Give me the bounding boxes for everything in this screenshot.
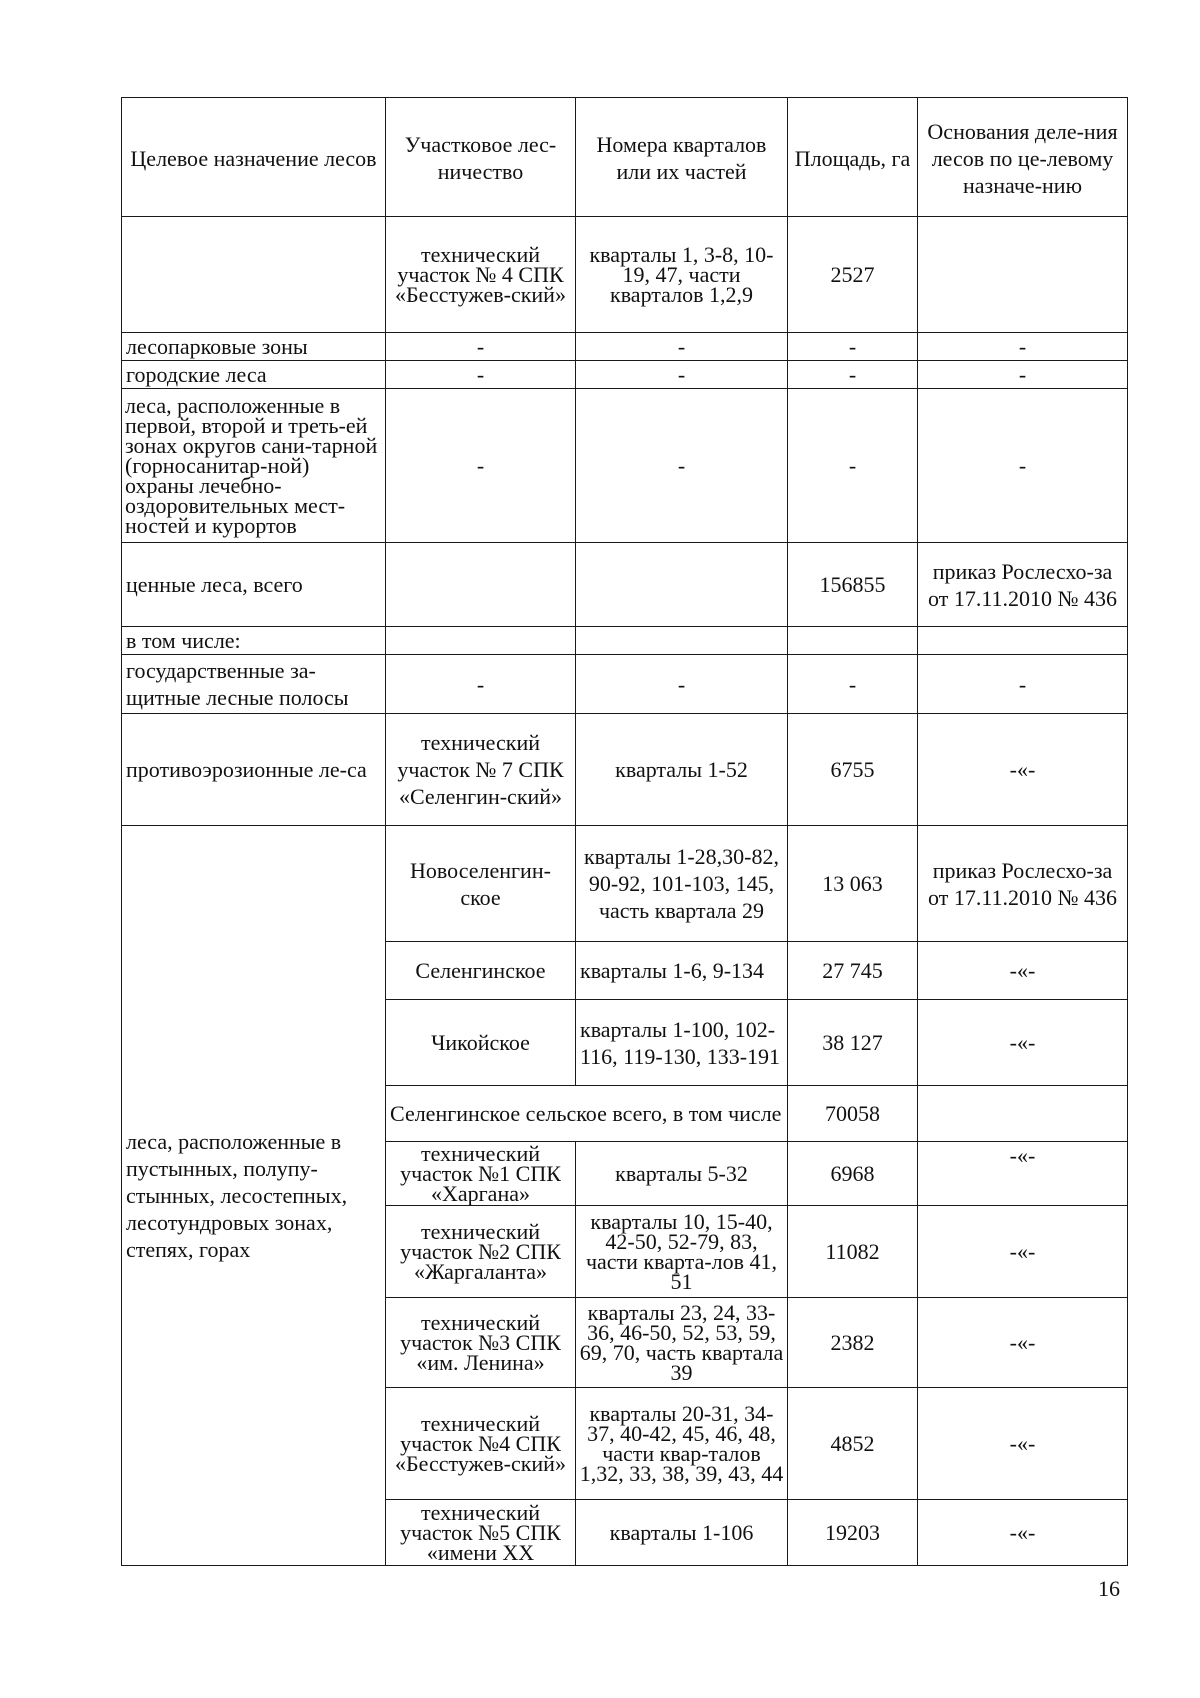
cell-forestry: Селенгинское <box>386 942 576 1000</box>
cell-subtotal-label: Селенгинское сельское всего, в том числе <box>386 1086 788 1142</box>
header-area: Площадь, га <box>788 98 918 217</box>
cell-forestry: Чикойское <box>386 1000 576 1086</box>
table-row <box>122 826 1128 942</box>
cell-area <box>788 627 918 655</box>
cell-purpose: леса, расположенные в пустынных, полупу-стынных, лесостепных, лесотундровых зонах, степях, горах <box>122 826 386 1566</box>
cell-basis: -«- <box>918 1500 1128 1566</box>
cell-quarters <box>576 627 788 655</box>
cell-basis: -«- <box>918 714 1128 826</box>
cell-quarters: кварталы 20-31, 34-37, 40-42, 45, 46, 48, части квар-талов 1,32, 33, 38, 39, 43, 44 <box>576 1388 788 1500</box>
cell-forestry <box>386 543 576 627</box>
table-row <box>122 627 1128 655</box>
table-row <box>122 361 1128 389</box>
cell-basis: -«- <box>918 1388 1128 1500</box>
header-basis: Основания деле-ния лесов по це-левому назначе-нию <box>918 98 1128 217</box>
cell-forestry: технический участок №3 СПК «им. Ленина» <box>386 1298 576 1388</box>
cell-forestry: технический участок №5 СПК «имени XX <box>386 1500 576 1566</box>
cell-forestry: технический участок № 4 СПК «Бесстужев-ский» <box>386 217 576 333</box>
cell-basis: -«- <box>918 1206 1128 1298</box>
cell-area: - <box>788 389 918 543</box>
cell-forestry <box>386 627 576 655</box>
cell-quarters: кварталы 1-52 <box>576 714 788 826</box>
cell-quarters: кварталы 1-6, 9-134 <box>576 942 788 1000</box>
cell-forestry: - <box>386 655 576 714</box>
table-header-row <box>122 98 1128 217</box>
cell-basis <box>918 217 1128 333</box>
cell-quarters: кварталы 1-28,30-82, 90-92, 101-103, 145, часть квартала 29 <box>576 826 788 942</box>
cell-forestry: технический участок №2 СПК «Жаргаланта» <box>386 1206 576 1298</box>
table-row <box>122 714 1128 826</box>
cell-basis: -«- <box>918 1000 1128 1086</box>
cell-basis: -«- <box>918 942 1128 1000</box>
cell-area: 19203 <box>788 1500 918 1566</box>
cell-forestry: - <box>386 333 576 361</box>
cell-area: 70058 <box>788 1086 918 1142</box>
cell-basis: - <box>918 389 1128 543</box>
cell-quarters: кварталы 1-100, 102-116, 119-130, 133-191 <box>576 1000 788 1086</box>
cell-area: - <box>788 655 918 714</box>
cell-quarters: кварталы 1-106 <box>576 1500 788 1566</box>
cell-quarters: кварталы 5-32 <box>576 1142 788 1206</box>
cell-basis: -«- <box>918 1142 1128 1206</box>
header-purpose: Целевое назначение лесов <box>122 98 386 217</box>
cell-quarters: - <box>576 333 788 361</box>
header-forestry: Участковое лес-ничество <box>386 98 576 217</box>
cell-forestry: технический участок №1 СПК «Харгана» <box>386 1142 576 1206</box>
cell-area: 6968 <box>788 1142 918 1206</box>
cell-area: - <box>788 361 918 389</box>
cell-purpose: государственные за-щитные лесные полосы <box>122 655 386 714</box>
cell-area: 11082 <box>788 1206 918 1298</box>
header-quarters: Номера кварталов или их частей <box>576 98 788 217</box>
cell-basis: -«- <box>918 1298 1128 1388</box>
cell-forestry: - <box>386 361 576 389</box>
cell-purpose: леса, расположенные в первой, второй и треть-ей зонах округов сани-тарной (горносанитар-ной) охраны лечебно-оздоровительных мест-ностей и курортов <box>122 389 386 543</box>
cell-area: 4852 <box>788 1388 918 1500</box>
cell-quarters: - <box>576 655 788 714</box>
table-row <box>122 217 1128 333</box>
cell-purpose: противоэрозионные ле-са <box>122 714 386 826</box>
cell-forestry: - <box>386 389 576 543</box>
cell-forestry: Новоселенгин-ское <box>386 826 576 942</box>
cell-area: 38 127 <box>788 1000 918 1086</box>
cell-area: 27 745 <box>788 942 918 1000</box>
cell-basis: - <box>918 333 1128 361</box>
cell-area: 2382 <box>788 1298 918 1388</box>
cell-quarters: - <box>576 389 788 543</box>
cell-area: 13 063 <box>788 826 918 942</box>
cell-area: 156855 <box>788 543 918 627</box>
table-row <box>122 655 1128 714</box>
cell-forestry: технический участок №4 СПК «Бесстужев-ский» <box>386 1388 576 1500</box>
cell-purpose: лесопарковые зоны <box>122 333 386 361</box>
cell-quarters: кварталы 10, 15-40, 42-50, 52-79, 83, части кварта-лов 41, 51 <box>576 1206 788 1298</box>
cell-purpose: городские леса <box>122 361 386 389</box>
cell-quarters: - <box>576 361 788 389</box>
cell-area: 2527 <box>788 217 918 333</box>
cell-purpose: в том числе: <box>122 627 386 655</box>
cell-quarters: кварталы 23, 24, 33-36, 46-50, 52, 53, 59, 69, 70, часть квартала 39 <box>576 1298 788 1388</box>
table-row <box>122 333 1128 361</box>
cell-area: 6755 <box>788 714 918 826</box>
table-row <box>122 389 1128 543</box>
cell-basis <box>918 1086 1128 1142</box>
cell-area: - <box>788 333 918 361</box>
cell-basis: приказ Рослесхо-за от 17.11.2010 № 436 <box>918 543 1128 627</box>
table-row <box>122 543 1128 627</box>
cell-purpose: ценные леса, всего <box>122 543 386 627</box>
cell-basis <box>918 627 1128 655</box>
cell-quarters <box>576 543 788 627</box>
forest-purpose-table <box>121 97 1128 1566</box>
cell-quarters: кварталы 1, 3-8, 10-19, 47, части кварталов 1,2,9 <box>576 217 788 333</box>
cell-basis: - <box>918 655 1128 714</box>
cell-basis: - <box>918 361 1128 389</box>
cell-purpose <box>122 217 386 333</box>
page-number: 16 <box>1098 1576 1120 1601</box>
cell-forestry: технический участок № 7 СПК «Селенгин-ский» <box>386 714 576 826</box>
cell-basis: приказ Рослесхо-за от 17.11.2010 № 436 <box>918 826 1128 942</box>
